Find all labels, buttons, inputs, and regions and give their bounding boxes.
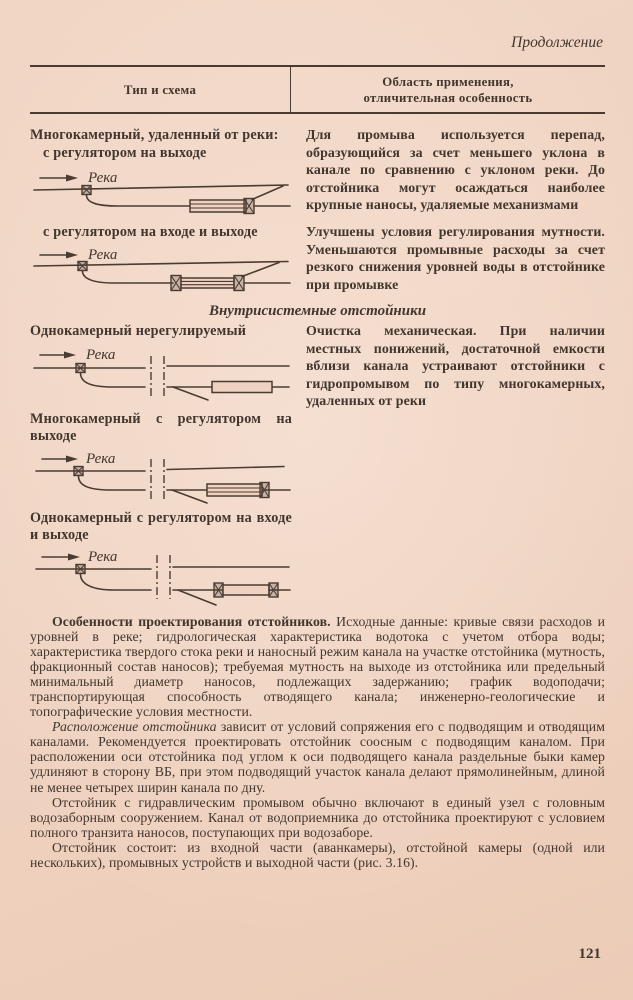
inlet-regulator-icon (214, 583, 223, 597)
usage-cell (292, 323, 605, 411)
type-label: Многокамерный, удаленный от реки: (30, 127, 279, 143)
paragraph-lead: Особенности проектирования отстойников. (52, 613, 331, 629)
intake-gate-icon (76, 564, 85, 573)
table-row (30, 510, 605, 607)
paragraph-text: Исходные данные: кривые связи расходов и уровней в реке; гидрологическая характеристика водотока с учетом отбора воды; характеристика твердого стока реки и наносный режим канала на участке отстойника (мутность, фракционный состав наносов); требуемая мутность на выходе из отстойника или предельный минимальный диаметр наносов, подлежащих задержанию; график водоподачи; транспортирующая способность отводящего канала; инженерно-геологические и топографические условия местности. (30, 613, 606, 720)
type-label: Однокамерный нерегулируемый (30, 323, 247, 339)
scheme-diagram-multichamber-regulator-exit-insystem (32, 449, 294, 507)
table-row (30, 411, 605, 507)
continuation-label: Продолжение (511, 34, 603, 51)
usage-cell (292, 411, 605, 507)
table-row (30, 224, 605, 294)
river-label: Река (86, 346, 116, 363)
river-arrow-icon (40, 175, 78, 182)
body-text (30, 614, 605, 871)
table-header (30, 65, 605, 114)
scheme-diagram-single-chamber-regulators-both (32, 547, 294, 607)
river-arrow-icon (42, 553, 80, 560)
inlet-regulator-icon (171, 275, 181, 290)
outlet-regulator-icon (260, 482, 269, 497)
paragraph-composition: Отстойник состоит: из входной части (аванкамеры), отстойной камеры (одной или нескольких), промывных устройств и выходной части (рис. 3.16). (30, 839, 605, 870)
page-number: 121 (578, 946, 601, 962)
type-label: Однокамерный с регулятором на входе и выходе (30, 509, 292, 543)
col-usage-header-line2: отличительная особенность (363, 90, 533, 105)
type-label: Многокамерный с регулятором на выходе (30, 410, 292, 444)
section-title: Внутрисистемные отстойники (208, 303, 427, 319)
usage-description: Улучшены условия регулирования мутности. Уменьшаются промывные расходы за счет резкого снижения уровней воды в отстойнике при промывке (306, 225, 605, 293)
table-header-type-cell (30, 67, 291, 112)
scheme-diagram-regulator-inlet-exit (32, 244, 294, 294)
river-label: Река (88, 246, 118, 263)
paragraph-text: зависит от условий сопряжения его с подводящим и отводящим каналами. Рекомендуется проектировать отстойник соосным с подводящим каналом. При расположении оси отстойника под углом к оси подводящего канала раздельные быки камер удлиняют в сторону ВБ, при этом подводящий участок канала делают прямолинейным, длиной не менее четырех ширин канала по дну. (30, 719, 605, 795)
type-cell (30, 510, 292, 607)
paragraph-design-features (30, 614, 605, 720)
type-cell (30, 411, 292, 507)
table-row (30, 127, 605, 218)
type-cell (30, 323, 292, 411)
usage-cell (292, 127, 605, 218)
river-label: Река (86, 450, 116, 467)
intake-gate-icon (78, 261, 87, 270)
outlet-regulator-icon (244, 199, 254, 214)
river-arrow-icon (40, 251, 78, 258)
col-type-header: Тип и схема (123, 82, 197, 97)
river-arrow-icon (40, 351, 76, 358)
type-cell (30, 224, 292, 294)
type-sublabel: с регулятором на выходе (43, 144, 207, 161)
settling-chamber-shape (212, 381, 272, 392)
intake-gate-icon (74, 466, 83, 475)
type-sublabel: с регулятором на входе и выходе (43, 224, 258, 240)
paragraph-hydraulic-flush: Отстойник с гидравлическим промывом обычно включают в единый узел с головным водозаборным сооружением. Канал от водоприемника до отстойника проектируют с условием полного транзита наносов, поступающих при водозаборе. (30, 794, 605, 840)
scheme-diagram-single-chamber-unregulated (32, 343, 294, 401)
usage-description: Для промыва используется перепад, образующийся за счет меньшего уклона в канале по сравнению с уклоном реки. До отстойника могут осаждаться наиболее крупные наносы, удаляемые механизмами (306, 128, 605, 213)
table-header-usage-cell (291, 67, 605, 112)
intake-gate-icon (76, 363, 85, 372)
table-row (30, 323, 605, 411)
usage-cell (292, 510, 605, 607)
intake-gate-icon (82, 186, 91, 195)
usage-cell (292, 224, 605, 294)
type-cell (30, 127, 292, 218)
usage-description: Очистка механическая. При наличии местных понижений, достаточной емкости вблизи канала устраивают отстойники с гидропромывом по типу многокамерных, удаленных от реки (306, 324, 605, 409)
river-label: Река (88, 170, 118, 186)
col-usage-header-line1: Область применения, (382, 74, 514, 89)
river-label: Река (88, 548, 118, 565)
outlet-regulator-icon (234, 275, 244, 290)
river-arrow-icon (42, 455, 78, 462)
paragraph-location (30, 719, 605, 794)
scheme-diagram-multichamber-regulator-exit (32, 166, 294, 218)
outlet-regulator-icon (269, 583, 278, 597)
paragraph-lead: Расположение отстойника (52, 719, 217, 735)
